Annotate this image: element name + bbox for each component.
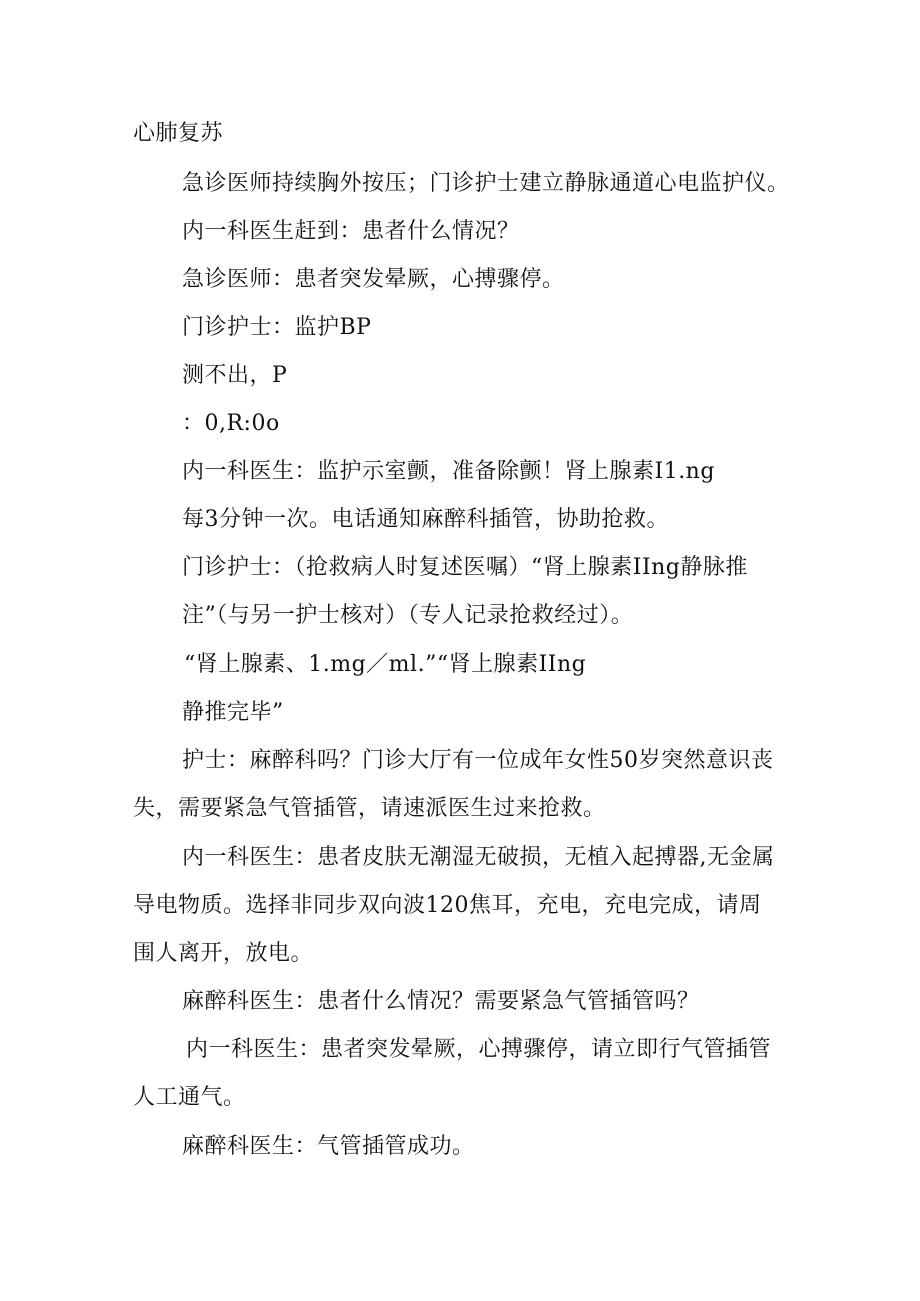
text-line: 注”（与另一护士核对）（专人记录抢救经过）。 (182, 603, 634, 628)
text-line: 内一科医生：监护示室颤，准备除颤！肾上腺素I1.ng (182, 459, 715, 484)
text-line: 内一科医生赶到：患者什么情况？ (182, 219, 520, 244)
text-line: 静推完毕” (182, 700, 284, 725)
text-line: 人工通气。 (133, 1085, 246, 1110)
text-line: 麻醉科医生：患者什么情况？需要紧急气管插管吗？ (182, 989, 700, 1014)
text-line: 围人离开，放电。 (133, 941, 314, 966)
text-line: 失，需要紧急气管插管，请速派医生过来抢救。 (133, 796, 606, 821)
text-line: 急诊医师：患者突发晕厥，心搏骤停。 (182, 267, 565, 292)
text-line: 门诊护士：（抢救病人时复述医嘱）“肾上腺素IIng静脉推 (182, 555, 748, 580)
text-line: 内一科医生：患者皮肤无潮湿无破损，无植入起搏器,无金属 (182, 845, 775, 870)
text-line: “肾上腺素、1.mg／ml.”“肾上腺素IIng (184, 652, 587, 677)
text-line: 导电物质。选择非同步双向波120焦耳，充电，充电完成，请周 (133, 893, 762, 918)
text-line: 护士：麻醉科吗？门诊大厅有一位成年女性50岁突然意识丧 (182, 748, 774, 773)
text-line: 门诊护士：监护BP (182, 315, 372, 340)
text-line: 测不出，P (182, 363, 288, 388)
text-line: 每3分钟一次。电话通知麻醉科插管，协助抢救。 (182, 507, 669, 532)
text-line: 急诊医师持续胸外按压；门诊护士建立静脉通道心电监护仪。 (182, 171, 790, 196)
document-title: 心肺复苏 (133, 121, 224, 146)
text-line: 麻醉科医生：气管插管成功。 (182, 1134, 475, 1159)
text-line: 内一科医生：患者突发晕厥，心搏骤停，请立即行气管插管 (186, 1037, 772, 1062)
text-line: ：0,R:0o (182, 411, 280, 436)
